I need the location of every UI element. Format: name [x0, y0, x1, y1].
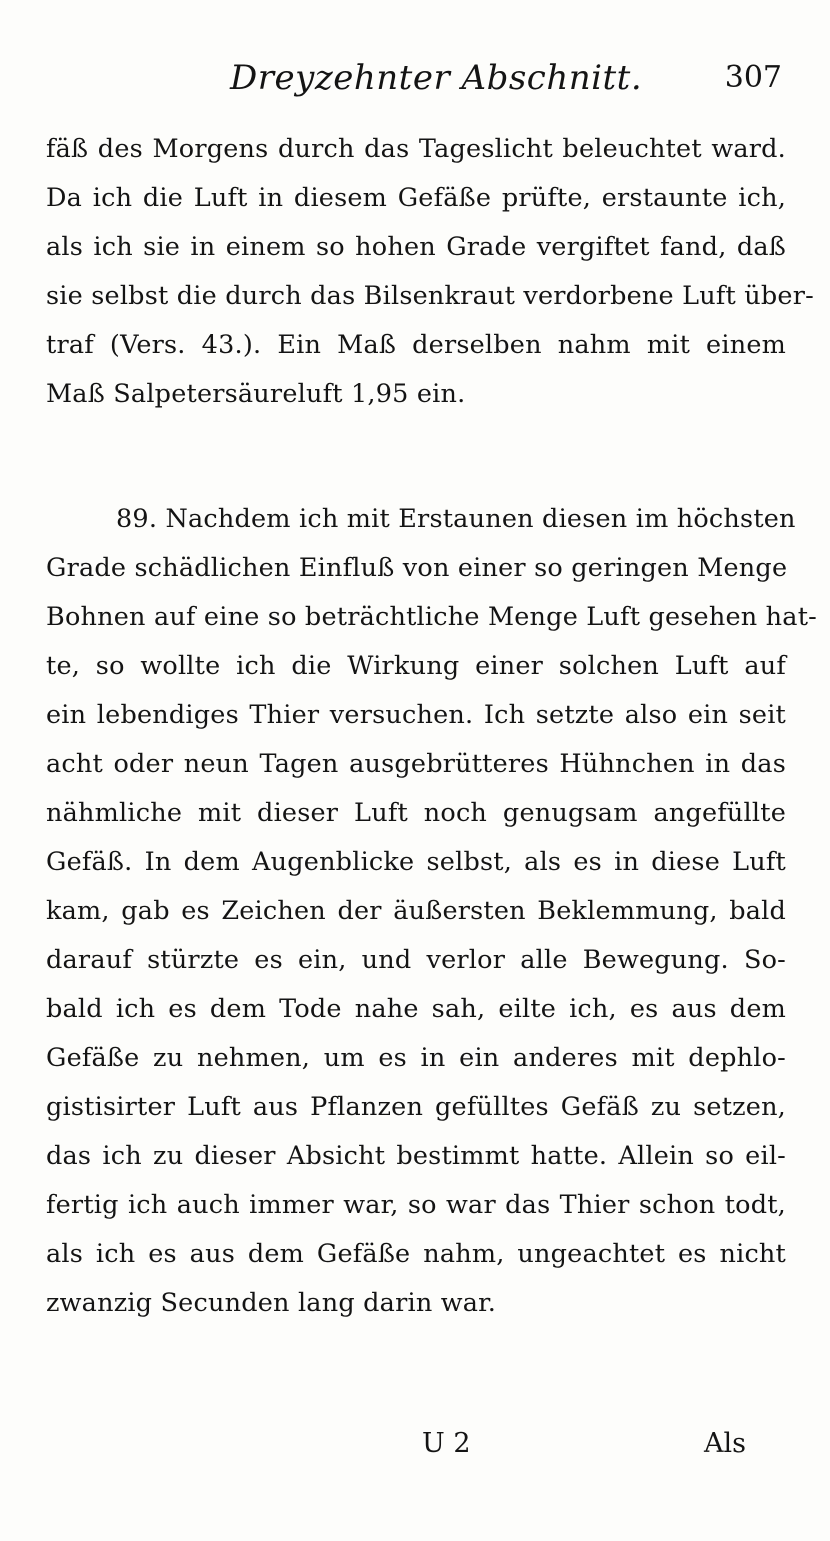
page-number: 307	[724, 60, 782, 95]
text-line: das ich zu dieser Absicht bestimmt hatte. Allein so eil-	[46, 1141, 786, 1171]
text-line: 89. Nachdem ich mit Erstaunen diesen im höchsten	[116, 504, 796, 534]
text-line: traf (Vers. 43.). Ein Maß derselben nahm mit einem	[46, 330, 786, 360]
running-title: Dreyzehnter Abschnitt.	[230, 58, 643, 98]
text-line: nähmliche mit dieser Luft noch genugsam angefüllte	[46, 798, 786, 828]
body-text	[46, 125, 817, 1328]
text-line: Bohnen auf eine so beträchtliche Menge Luft gesehen hat-	[46, 602, 817, 632]
text-line: darauf stürzte es ein, und verlor alle Bewegung. So-	[46, 945, 786, 975]
running-header	[230, 58, 790, 110]
text-line: sie selbst die durch das Bilsenkraut verdorbene Luft über-	[46, 281, 814, 311]
text-line: als ich es aus dem Gefäße nahm, ungeachtet es nicht	[46, 1239, 786, 1269]
text-line: Gefäß. In dem Augenblicke selbst, als es in diese Luft	[46, 847, 786, 877]
text-line: Maß Salpetersäureluft 1,95 ein.	[46, 379, 466, 409]
paragraph-gap	[46, 419, 786, 495]
text-line: als ich sie in einem so hohen Grade vergiftet fand, daß	[46, 232, 786, 262]
text-line: Gefäße zu nehmen, um es in ein anderes mit dephlo-	[46, 1043, 786, 1073]
text-line: kam, gab es Zeichen der äußersten Beklemmung, bald	[46, 896, 786, 926]
text-line: gistisirter Luft aus Pflanzen gefülltes Gefäß zu setzen,	[46, 1092, 786, 1122]
signature-mark: U 2	[422, 1428, 471, 1459]
text-line: ein lebendiges Thier versuchen. Ich setzte also ein seit	[46, 700, 786, 730]
text-line: Da ich die Luft in diesem Gefäße prüfte, erstaunte ich,	[46, 183, 786, 213]
text-line: fertig ich auch immer war, so war das Thier schon todt,	[46, 1190, 786, 1220]
text-line: Grade schädlichen Einfluß von einer so geringen Menge	[46, 553, 788, 583]
catchword: Als	[704, 1428, 746, 1459]
text-line: zwanzig Secunden lang darin war.	[46, 1288, 497, 1318]
text-line: acht oder neun Tagen ausgebrütteres Hühnchen in das	[46, 749, 786, 779]
text-line: bald ich es dem Tode nahe sah, eilte ich, es aus dem	[46, 994, 786, 1024]
text-line: fäß des Morgens durch das Tageslicht beleuchtet ward.	[46, 134, 786, 164]
text-line: te, so wollte ich die Wirkung einer solchen Luft auf	[46, 651, 786, 681]
